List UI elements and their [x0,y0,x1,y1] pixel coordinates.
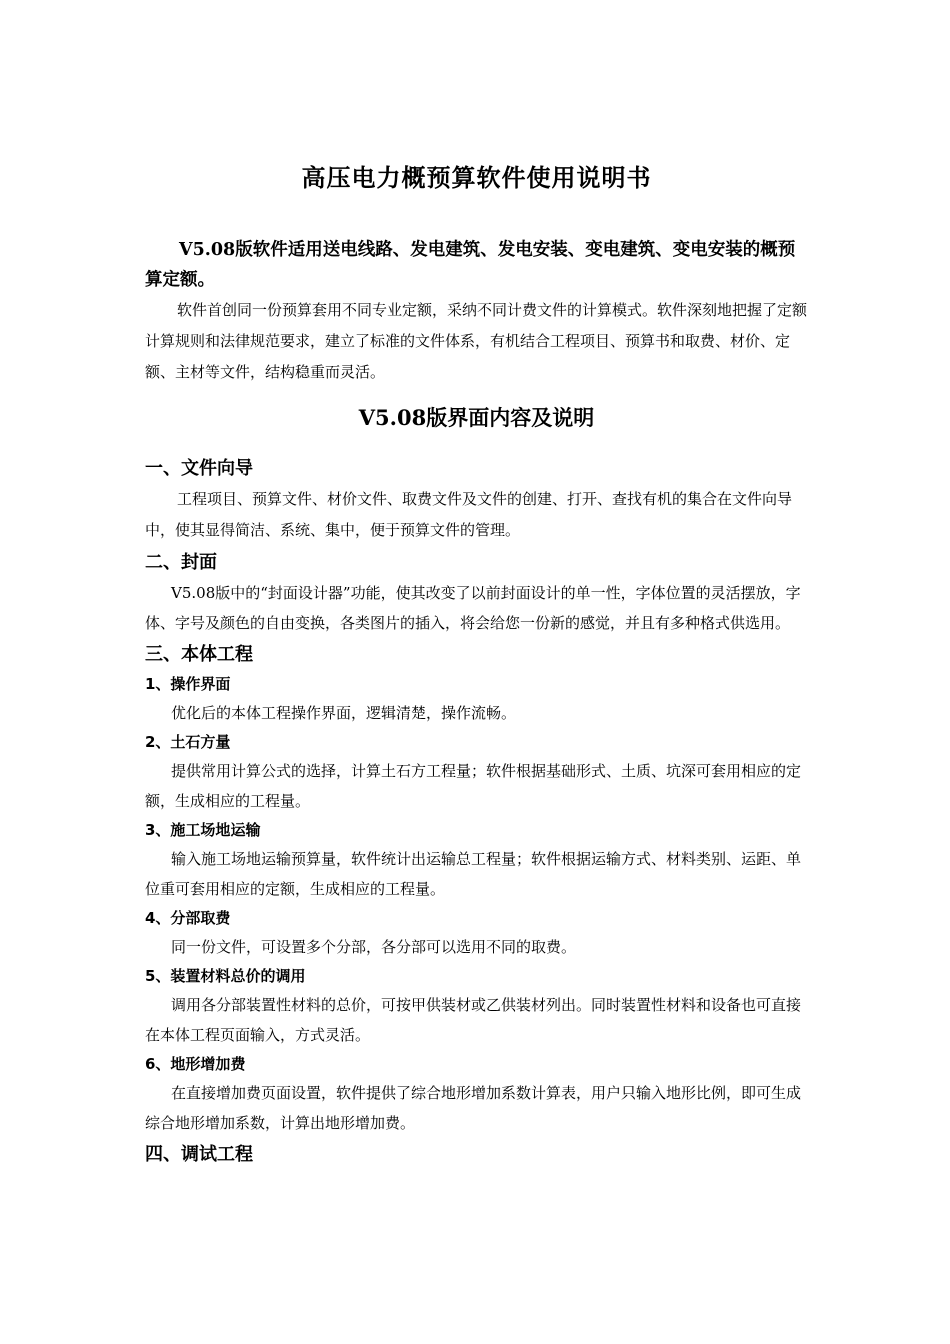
document-title: 高压电力概预算软件使用说明书 [301,163,652,192]
item-heading-material-price: 5、装置材料总价的调用 [145,967,306,985]
item-heading-ui: 1、操作界面 [145,675,231,693]
section-body-cover: V5.08版中的“封面设计器”功能，使其改变了以前封面设计的单一性，字体位置的灵活摆放，字体、字号及颜色的自由变换，各类图片的插入，将会给您一份新的感觉，并且有多种格式供选用。 [145,584,801,632]
item-body-sub-fees: 同一份文件，可设置多个分部，各分部可以选用不同的取费。 [171,938,577,956]
section-heading-commissioning: 四、调试工程 [145,1144,253,1165]
item-heading-earthwork: 2、土石方量 [145,733,231,751]
section-body-file-wizard: 工程项目、预算文件、材价文件、取费文件及文件的创建、打开、查找有机的集合在文件向导中，使其显得简洁、系统、集中，便于预算文件的管理。 [145,490,793,539]
section-title: V5.08版界面内容及说明 [358,405,595,430]
section-heading-file-wizard: 一、文件向导 [145,458,253,479]
item-body-terrain-fee: 在直接增加费页面设置，软件提供了综合地形增加系数计算表，用户只输入地形比例，即可生成综合地形增加系数，计算出地形增加费。 [145,1084,802,1132]
item-body-material-price: 调用各分部装置性材料的总价，可按甲供装材或乙供装材列出。同时装置性材料和设备也可直接在本体工程页面输入，方式灵活。 [145,996,802,1044]
item-heading-sub-fees: 4、分部取费 [145,909,231,927]
document-page [145,150,808,1170]
intro-paragraph: 软件首创同一份预算套用不同专业定额，采纳不同计费文件的计算模式。软件深刻地把握了定额计算规则和法律规范要求，建立了标准的文件体系，有机结合工程项目、预算书和取费、材价、定额、主材等文件，结构稳重而灵活。 [145,301,808,381]
item-heading-site-transport: 3、施工场地运输 [145,821,261,839]
section-heading-cover: 二、封面 [145,552,217,573]
item-heading-terrain-fee: 6、地形增加费 [145,1055,246,1073]
item-body-earthwork: 提供常用计算公式的选择，计算土石方工程量；软件根据基础形式、土质、坑深可套用相应的定额，生成相应的工程量。 [145,762,802,810]
item-body-ui: 优化后的本体工程操作界面，逻辑清楚，操作流畅。 [171,704,517,722]
section-heading-main-project: 三、本体工程 [145,644,253,665]
item-body-site-transport: 输入施工场地运输预算量，软件统计出运输总工程量；软件根据运输方式、材料类别、运距、单位重可套用相应的定额，生成相应的工程量。 [145,850,802,898]
intro-bold-paragraph: V5.08版软件适用送电线路、发电建筑、发电安装、变电建筑、变电安装的概预算定额。 [145,240,796,290]
